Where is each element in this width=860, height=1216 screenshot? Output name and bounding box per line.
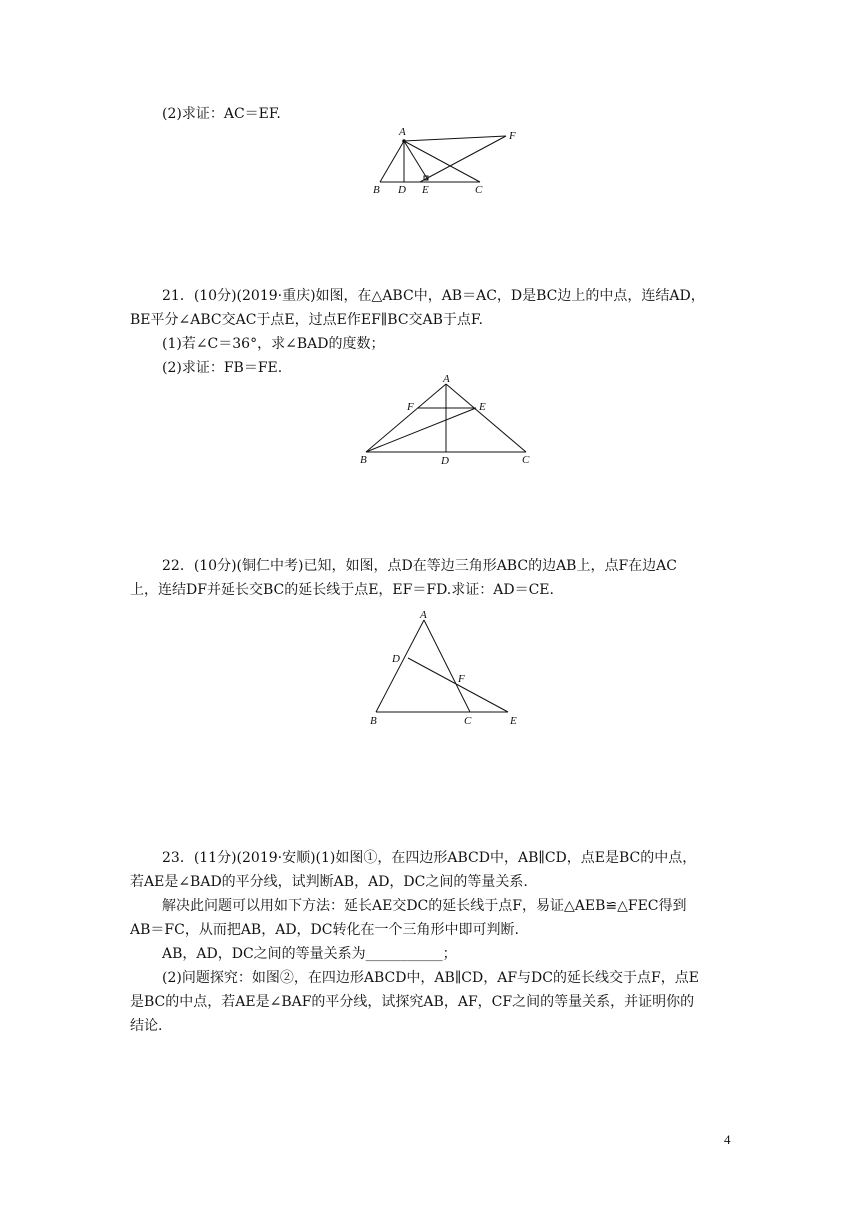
q23-line3: 解决此问题可以用如下方法：延长AE交DC的延长线于点F，易证△AEB≌△FEC得到 — [162, 898, 687, 914]
fig22-label-b: B — [370, 715, 377, 727]
fig21-label-f: F — [407, 401, 414, 413]
fig21-label-e: E — [479, 401, 486, 413]
q21-line1: 21．(10分)(2019·重庆)如图，在△ABC中，AB＝AC，D是BC边上的中点，连结AD， — [162, 288, 705, 304]
fig20-label-b: B — [373, 184, 380, 196]
fig22-label-c: C — [464, 715, 472, 727]
fig21-label-b: B — [360, 454, 367, 466]
fig21-label-a: A — [443, 373, 450, 385]
fig20-label-e: E — [422, 184, 429, 196]
fig22-label-f: F — [458, 673, 465, 685]
q20-part2: (2)求证：AC＝EF. — [162, 106, 281, 122]
q23-line7: 是BC的中点，若AE是∠BAF的平分线，试探究AB，AF，CF之间的等量关系，并证明你的 — [130, 994, 695, 1010]
fig22-label-a: A — [420, 609, 427, 621]
q23-line5: AB，AD，DC之间的等量关系为___________； — [162, 946, 457, 962]
q21-line2: BE平分∠ABC交AC于点E，过点E作EF∥BC交AB于点F. — [130, 312, 483, 328]
fig21-label-d: D — [441, 455, 449, 466]
q23-line8: 结论. — [130, 1018, 163, 1034]
q21-part1: (1)若∠C＝36°，求∠BAD的度数； — [162, 336, 385, 352]
fig20-label-a: A — [399, 126, 406, 138]
fig20-label-d: D — [398, 184, 406, 196]
fig20-label-c: C — [475, 184, 483, 196]
page-number: 4 — [724, 1132, 731, 1147]
q23-line2: 若AE是∠BAD的平分线，试判断AB，AD，DC之间的等量关系. — [130, 874, 528, 890]
q23-line4: AB＝FC，从而把AB，AD，DC转化在一个三角形中即可判断. — [130, 922, 519, 938]
figure-q22 — [364, 606, 524, 730]
q22-line2: 上，连结DF并延长交BC的延长线于点E，EF＝FD.求证：AD＝CE. — [130, 582, 554, 598]
q21-part2: (2)求证：FB＝FE. — [162, 360, 283, 376]
fig21-label-c: C — [522, 454, 530, 466]
figure-q20 — [366, 122, 526, 198]
q22-line1: 22．(10分)(铜仁中考)已知，如图，点D在等边三角形ABC的边AB上，点F在边AC — [162, 558, 678, 574]
q23-line6: (2)问题探究：如图②，在四边形ABCD中，AB∥CD，AF与DC的延长线交于点F，点E — [162, 970, 699, 986]
figure-q21 — [352, 370, 542, 466]
fig20-label-f: F — [509, 130, 516, 142]
fig22-label-e: E — [510, 715, 517, 727]
q23-line1: 23．(11分)(2019·安顺)(1)如图①，在四边形ABCD中，AB∥CD，点E是BC的中点， — [162, 850, 697, 866]
fig22-label-d: D — [392, 653, 400, 665]
